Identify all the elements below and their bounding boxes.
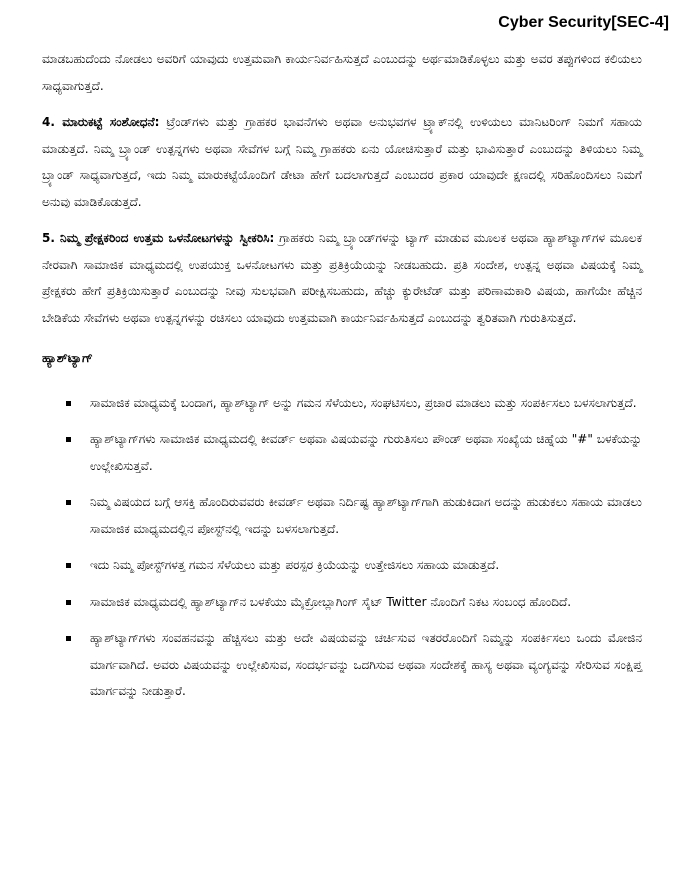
hashtag-heading: ಹ್ಯಾಶ್‌ಟ್ಯಾಗ್	[42, 350, 93, 365]
document-body	[42, 46, 642, 715]
list-item	[42, 489, 642, 542]
square-bullet-icon	[66, 600, 71, 605]
square-bullet-icon	[66, 437, 71, 442]
list-item-text: ಹ್ಯಾಶ್‌ಟ್ಯಾಗ್‌ಗಳು ಸಾಮಾಜಿಕ ಮಾಧ್ಯಮದಲ್ಲಿ ಕೀವರ್ಡ್ ಅಥವಾ ವಿಷಯವನ್ನು ಗುರುತಿಸಲು ಪೌಂಡ್ ಅಥವಾ ಸಂಖ್ಯೆಯ ಚಿಹ್ನೆಯ "#" ಬಳಕೆಯನ್ನು ಉಲ್ಲೇಖಿಸುತ್ತವೆ.	[90, 432, 642, 473]
point-4-label: 4. ಮಾರುಕಟ್ಟೆ ಸಂಶೋಧನೆ:	[42, 115, 160, 129]
list-item	[42, 625, 642, 705]
running-header: Cyber Security[SEC-4]	[498, 14, 669, 31]
point-5-label: 5. ನಿಮ್ಮ ಪ್ರೇಕ್ಷಕರಿಂದ ಉತ್ತಮ ಒಳನೋಟಗಳನ್ನು ಸ್ವೀಕರಿಸಿ:	[42, 231, 275, 245]
point-4-text: ಟ್ರೆಂಡ್‌ಗಳು ಮತ್ತು ಗ್ರಾಹಕರ ಭಾವನೆಗಳು ಅಥವಾ ಅನುಭವಗಳ ಟ್ರ್ಯಾಕ್‌ನಲ್ಲಿ ಉಳಿಯಲು ಮಾನಿಟರಿಂಗ್ ನಿಮಗೆ ಸಹಾಯ ಮಾಡುತ್ತದೆ. ನಿಮ್ಮ ಬ್ರ್ಯಾಂಡ್ ಉತ್ಪನ್ನಗಳು ಅಥವಾ ಸೇವೆಗಳ ಬಗ್ಗೆ ನಿಮ್ಮ ಗ್ರಾಹಕರು ಏನು ಯೋಚಿಸುತ್ತಾರೆ ಮತ್ತು ಭಾವಿಸುತ್ತಾರೆ ಎಂಬುದನ್ನು ತಿಳಿಯಲು ನಿಮ್ಮ ಬ್ರ್ಯಾಂಡ್ ಸಾಧ್ಯವಾಗುತ್ತದೆ, ಇದು ನಿಮ್ಮ ಮಾರುಕಟ್ಟೆಯೊಂದಿಗೆ ಡೇಟಾ ಹೇಗೆ ಬದಲಾಗುತ್ತದೆ ಎಂಬುದರ ಪ್ರಕಾರ ಯಾವುದೇ ಕ್ಷಣದಲ್ಲಿ ಸರಿಹೊಂದಿಸಲು ನಿಮಗೆ ಅನುವು ಮಾಡಿಕೊಡುತ್ತದೆ.	[42, 115, 643, 209]
point-5-text: ಗ್ರಾಹಕರು ನಿಮ್ಮ ಬ್ರ್ಯಾಂಡ್‌ಗಳನ್ನು ಟ್ಯಾಗ್ ಮಾಡುವ ಮೂಲಕ ಅಥವಾ ಹ್ಯಾಶ್‌ಟ್ಯಾಗ್‌ಗಳ ಮೂಲಕ ನೇರವಾಗಿ ಸಾಮಾಜಿಕ ಮಾಧ್ಯಮದಲ್ಲಿ ಉಪಯುಕ್ತ ಒಳನೋಟಗಳು ಮತ್ತು ಪ್ರತಿಕ್ರಿಯೆಯನ್ನು ನೀಡಬಹುದು. ಪ್ರತಿ ಸಂದೇಶ, ಉತ್ಪನ್ನ ಅಥವಾ ವಿಷಯಕ್ಕೆ ನಿಮ್ಮ ಪ್ರೇಕ್ಷಕರು ಹೇಗೆ ಪ್ರತಿಕ್ರಿಯಿಸುತ್ತಾರೆ ಎಂಬುದನ್ನು ನೀವು ಸುಲಭವಾಗಿ ಪರೀಕ್ಷಿಸಬಹುದು, ಹೆಚ್ಚು ಕ್ಯುರೇಟೆಡ್ ಮತ್ತು ಪರಿಣಾಮಕಾರಿ ವಿಷಯ, ಹಾಗೆಯೇ ಹೆಚ್ಚಿನ ಬೇಡಿಕೆಯ ಸೇವೆಗಳು ಅಥವಾ ಉತ್ಪನ್ನಗಳನ್ನು ರಚಿಸಲು ಯಾವುದು ಉತ್ತಮವಾಗಿ ಕಾರ್ಯನಿರ್ವಹಿಸುತ್ತದೆ ಎಂಬುದನ್ನು ತ್ವರಿತವಾಗಿ ಗುರುತಿಸುತ್ತದೆ.	[42, 231, 643, 325]
list-item	[42, 426, 642, 479]
list-item-text: ನಿಮ್ಮ ವಿಷಯದ ಬಗ್ಗೆ ಆಸಕ್ತಿ ಹೊಂದಿರುವವರು ಕೀವರ್ಡ್ ಅಥವಾ ನಿರ್ದಿಷ್ಟ ಹ್ಯಾಶ್‌ಟ್ಯಾಗ್‌ಗಾಗಿ ಹುಡುಕಿದಾಗ ಅದನ್ನು ಹುಡುಕಲು ಸಹಾಯ ಮಾಡಲು ಸಾಮಾಜಿಕ ಮಾಧ್ಯಮದಲ್ಲಿನ ಪೋಸ್ಟ್‌ನಲ್ಲಿ ಇದನ್ನು ಬಳಸಲಾಗುತ್ತದೆ.	[90, 495, 642, 536]
list-item-text: ಸಾಮಾಜಿಕ ಮಾಧ್ಯಮಕ್ಕೆ ಬಂದಾಗ, ಹ್ಯಾಶ್‌ಟ್ಯಾಗ್ ಅನ್ನು ಗಮನ ಸೆಳೆಯಲು, ಸಂಘಟಿಸಲು, ಪ್ರಚಾರ ಮಾಡಲು ಮತ್ತು ಸಂಪರ್ಕಿಸಲು ಬಳಸಲಾಗುತ್ತದೆ.	[90, 395, 637, 410]
point-5-paragraph	[42, 225, 642, 331]
square-bullet-icon	[66, 636, 71, 641]
list-item	[42, 589, 642, 616]
point-4-paragraph	[42, 109, 642, 215]
list-item	[42, 390, 642, 417]
hashtag-bullet-list	[42, 390, 642, 705]
list-item-text: ಸಾಮಾಜಿಕ ಮಾಧ್ಯಮದಲ್ಲಿ ಹ್ಯಾಶ್‌ಟ್ಯಾಗ್‌ನ ಬಳಕೆಯು ಮೈಕ್ರೋಬ್ಲಾಗಿಂಗ್ ಸೈಟ್ Twitter ನೊಂದಿಗೆ ನಿಕಟ ಸಂಬಂಧ ಹೊಂದಿದೆ.	[90, 594, 572, 609]
list-item-text: ಇದು ನಿಮ್ಮ ಪೋಸ್ಟ್‌ಗಳತ್ತ ಗಮನ ಸೆಳೆಯಲು ಮತ್ತು ಪರಸ್ಪರ ಕ್ರಿಯೆಯನ್ನು ಉತ್ತೇಜಿಸಲು ಸಹಾಯ ಮಾಡುತ್ತದೆ.	[90, 558, 500, 572]
square-bullet-icon	[66, 500, 71, 505]
square-bullet-icon	[66, 563, 71, 568]
square-bullet-icon	[66, 401, 71, 406]
list-item-text: ಹ್ಯಾಶ್‌ಟ್ಯಾಗ್‌ಗಳು ಸಂವಹನವನ್ನು ಹೆಚ್ಚಿಸಲು ಮತ್ತು ಅದೇ ವಿಷಯವನ್ನು ಚರ್ಚಿಸುವ ಇತರರೊಂದಿಗೆ ನಿಮ್ಮನ್ನು ಸಂಪರ್ಕಿಸಲು ಒಂದು ಮೋಜಿನ ಮಾರ್ಗವಾಗಿದೆ. ಅವರು ವಿಷಯವನ್ನು ಉಲ್ಲೇಖಿಸುವ, ಸಂದರ್ಭವನ್ನು ಒದಗಿಸುವ ಅಥವಾ ಸಂದೇಶಕ್ಕೆ ಹಾಸ್ಯ ಅಥವಾ ವ್ಯಂಗ್ಯವನ್ನು ಸೇರಿಸುವ ಸಂಕ್ಷಿಪ್ತ ಮಾರ್ಗವನ್ನು ನೀಡುತ್ತಾರೆ.	[90, 631, 642, 698]
list-item	[42, 552, 642, 579]
intro-paragraph: ಮಾಡಬಹುದೆಂದು ನೋಡಲು ಅವರಿಗೆ ಯಾವುದು ಉತ್ತಮವಾಗಿ ಕಾರ್ಯನಿರ್ವಹಿಸುತ್ತದೆ ಎಂಬುದನ್ನು ಅರ್ಥಮಾಡಿಕೊಳ್ಳಲು ಮತ್ತು ಅವರ ತಪ್ಪುಗಳಿಂದ ಕಲಿಯಲು ಸಾಧ್ಯವಾಗುತ್ತದೆ.	[42, 52, 642, 93]
